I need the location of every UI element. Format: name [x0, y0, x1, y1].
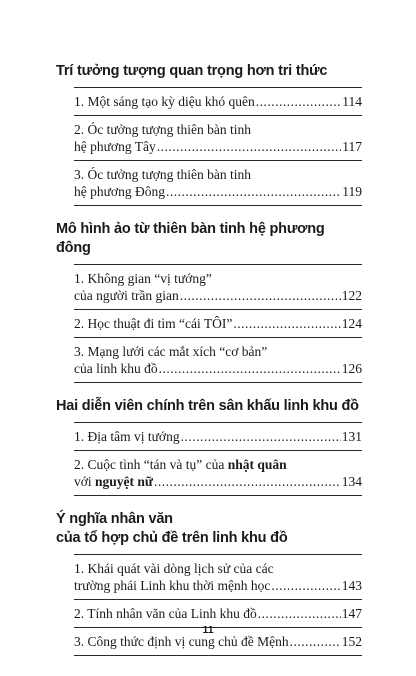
- toc-entry-segment: 2. Tính nhân văn của Linh khu đồ: [74, 606, 257, 621]
- toc-entries: [74, 554, 362, 656]
- toc-entry-segment: 3. Công thức định vị cung chủ đề Mệnh: [74, 634, 289, 649]
- toc-page-number: 114: [342, 94, 362, 109]
- dot-leader: [154, 473, 341, 490]
- toc-entry[interactable]: [74, 160, 362, 206]
- toc-entry-segment: 2. Cuộc tình “tán và tụ” của: [74, 457, 228, 472]
- toc-entries: [74, 422, 362, 496]
- toc-entry[interactable]: [74, 337, 362, 383]
- toc-page-number: 131: [341, 429, 362, 444]
- toc-entries: [74, 264, 362, 383]
- toc-entry-text: [74, 343, 267, 360]
- toc-entry-line: [74, 315, 362, 332]
- toc-section: [56, 397, 362, 496]
- section-title: [56, 397, 362, 416]
- toc-entry-line: [74, 287, 362, 304]
- toc-entry-line: [74, 473, 362, 490]
- dot-leader: [180, 287, 341, 304]
- toc-entry-text: [74, 270, 212, 287]
- toc-entries: [74, 87, 362, 206]
- toc-entry-segment: hệ phương Đông: [74, 184, 165, 199]
- toc-entry-line: [74, 121, 362, 138]
- toc-entry-line: [74, 138, 362, 155]
- toc-entry-segment: của linh khu đồ: [74, 361, 158, 376]
- page-number: 11: [202, 624, 214, 636]
- toc-entry[interactable]: [74, 264, 362, 309]
- toc-entry[interactable]: [74, 450, 362, 496]
- toc-entry-text: [74, 456, 287, 473]
- toc-entry-segment: trường phái Linh khu thời mệnh học: [74, 578, 271, 593]
- section-title-line: của tổ hợp chủ đề trên linh khu đồ: [56, 530, 288, 546]
- toc-entry[interactable]: [74, 87, 362, 115]
- toc-section: [56, 220, 362, 383]
- toc-entry-line: [74, 183, 362, 200]
- toc-entry-line: [74, 93, 362, 110]
- toc-page-number: 122: [341, 288, 362, 303]
- toc-entry-text: [74, 287, 179, 304]
- dot-leader: [256, 93, 342, 110]
- toc-entry-text: [74, 428, 180, 445]
- toc-entry-segment: 2. Óc tưởng tượng thiên bàn tinh: [74, 122, 252, 137]
- section-title: [56, 62, 362, 81]
- toc-entry-line: [74, 577, 362, 594]
- toc-page-number: 147: [341, 606, 362, 621]
- toc-entry-text: [74, 360, 158, 377]
- toc-entry-line: [74, 605, 362, 622]
- dot-leader: [166, 183, 341, 200]
- toc-entry-segment: với: [74, 474, 96, 489]
- toc-entry-text: [74, 605, 257, 622]
- toc-entry-segment: hệ phương Tây: [74, 139, 156, 154]
- section-title-line: Mô hình ảo từ thiên bàn tinh hệ phương đông: [56, 221, 325, 256]
- toc-entry-text: [74, 138, 156, 155]
- toc-page-number: 134: [341, 474, 362, 489]
- toc-entry-segment: 3. Óc tưởng tượng thiên bàn tinh: [74, 167, 252, 182]
- dot-leader: [258, 605, 341, 622]
- toc-entry-text: [74, 473, 153, 490]
- toc-entry[interactable]: [74, 422, 362, 450]
- section-title: [56, 220, 362, 258]
- toc-page-number: 152: [341, 634, 362, 649]
- toc-entry-text: [74, 560, 274, 577]
- section-title: [56, 510, 362, 548]
- toc-entry-line: [74, 456, 362, 473]
- toc-section: [56, 62, 362, 206]
- toc-entry-segment: 1. Địa tâm vị tướng: [74, 429, 180, 444]
- toc-page-number: 117: [342, 139, 362, 154]
- toc-entry-line: [74, 343, 362, 360]
- toc-entry-segment: 3. Mạng lưới các mắt xích “cơ bản”: [74, 344, 268, 359]
- toc-entry-emphasis: nguyệt nữ: [95, 474, 154, 489]
- toc-entry[interactable]: [74, 599, 362, 627]
- toc-entry-text: [74, 166, 251, 183]
- toc-entry-segment: 1. Một sáng tạo kỳ diệu khó quên: [74, 94, 255, 109]
- toc-page-number: 143: [341, 578, 362, 593]
- toc-entry-line: [74, 270, 362, 287]
- toc-page-number: 119: [342, 184, 362, 199]
- toc-entry[interactable]: [74, 115, 362, 160]
- toc-entry-text: [74, 577, 270, 594]
- toc-entry-text: [74, 93, 255, 110]
- dot-leader: [159, 360, 341, 377]
- section-title-line: Ý nghĩa nhân văn: [56, 511, 173, 527]
- dot-leader: [233, 315, 340, 332]
- toc-entry-line: [74, 560, 362, 577]
- table-of-contents: [56, 62, 362, 670]
- toc-entry-text: [74, 121, 251, 138]
- toc-entry-segment: 1. Không gian “vị tướng”: [74, 271, 212, 286]
- dot-leader: [157, 138, 342, 155]
- toc-entry-line: [74, 166, 362, 183]
- section-title-line: Hai diễn viên chính trên sân khấu linh khu đồ: [56, 398, 359, 414]
- dot-leader: [271, 577, 340, 594]
- toc-entry-line: [74, 428, 362, 445]
- dot-leader: [181, 428, 341, 445]
- toc-entry-segment: của người trần gian: [74, 288, 179, 303]
- toc-page-number: 124: [341, 316, 362, 331]
- toc-entry-text: [74, 315, 232, 332]
- toc-entry-segment: 2. Học thuật đi tìm “cái TÔI”: [74, 316, 233, 331]
- toc-entry-segment: 1. Khái quát vài dòng lịch sử của các: [74, 561, 274, 576]
- toc-entry-line: [74, 360, 362, 377]
- toc-entry-text: [74, 183, 165, 200]
- toc-entry[interactable]: [74, 309, 362, 337]
- toc-page-number: 126: [341, 361, 362, 376]
- toc-entry-emphasis: nhật quân: [227, 457, 287, 472]
- section-title-line: Trí tưởng tượng quan trọng hơn tri thức: [56, 63, 328, 79]
- toc-entry[interactable]: [74, 554, 362, 599]
